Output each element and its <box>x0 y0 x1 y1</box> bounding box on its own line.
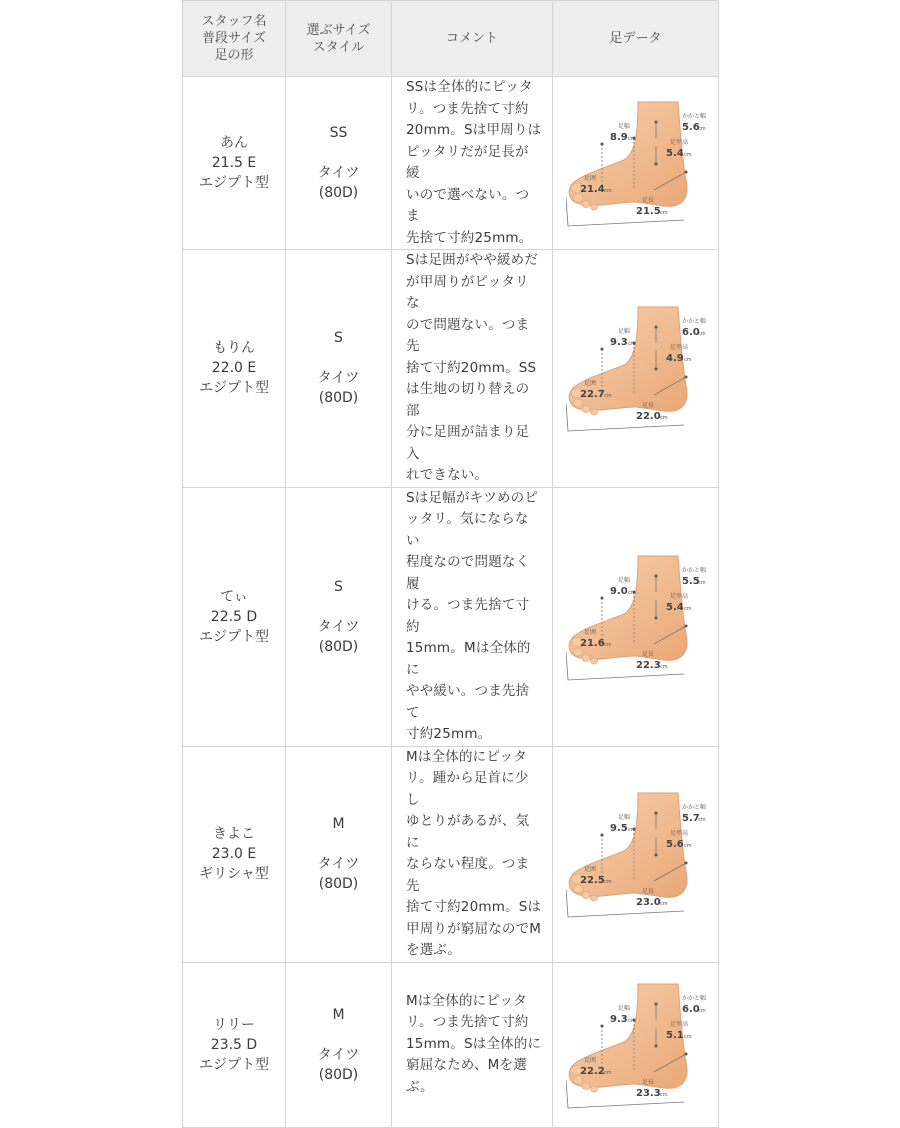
length-label: 足長 <box>641 1078 654 1086</box>
denier: (80D) <box>318 638 359 655</box>
foot-shape-type: エジプト型 <box>199 628 269 645</box>
heel-width-value: 5.7 <box>681 813 700 824</box>
width-unit: cm <box>627 341 636 348</box>
chosen-size: M <box>332 1006 345 1023</box>
girth-unit: cm <box>603 879 612 885</box>
heel-label: かかと幅 <box>681 318 706 326</box>
instep-value: 5.6 <box>665 839 684 850</box>
comment-line: ッタリ。気にならない <box>406 511 529 549</box>
size-style-cell <box>286 487 392 746</box>
heel-unit: cm <box>697 579 706 586</box>
girth-unit: cm <box>603 393 612 400</box>
girth-unit: cm <box>603 641 612 648</box>
length-label: 足長 <box>641 402 654 410</box>
comment-line: Sは足囲がやや緩めだ <box>406 252 539 268</box>
table-row <box>183 962 719 1127</box>
instep-unit: cm <box>683 1033 692 1040</box>
instep-label: 足甲高 <box>669 830 688 837</box>
heel-unit: cm <box>697 1007 706 1014</box>
comment-line: Sは足幅がキツめのピ <box>406 489 539 506</box>
foot-shape-type: ギリシャ型 <box>199 866 269 882</box>
heel-width-value: 5.5 <box>681 575 700 587</box>
table-row <box>183 250 719 488</box>
length-label: 足長 <box>641 650 654 658</box>
width-value: 9.5 <box>609 823 628 834</box>
denier: (80D) <box>318 390 359 407</box>
width-value: 9.3 <box>609 337 628 349</box>
comment-line: れできない。 <box>406 467 489 483</box>
instep-unit: cm <box>683 605 692 612</box>
girth-label: 足囲 <box>583 380 596 388</box>
comment-line: SSは全体的にピッタ <box>406 79 533 95</box>
comment-cell <box>392 962 553 1127</box>
foot-data-cell <box>553 962 719 1127</box>
foot-diagram <box>566 980 706 1110</box>
foot-diagram <box>566 98 706 228</box>
comment-line: いので選べない。つま <box>406 186 530 224</box>
size-style-cell <box>286 962 392 1127</box>
header-foot-data: 足データ <box>553 1 719 77</box>
instep-value: 5.1 <box>665 1029 684 1041</box>
width-unit: cm <box>627 827 636 833</box>
comment-line: 15mm。Sは全体的に <box>406 1035 542 1052</box>
usual-size: 23.5 D <box>210 1036 258 1053</box>
width-unit: cm <box>627 589 636 596</box>
instep-unit: cm <box>683 843 692 849</box>
foot-shape-type: エジプト型 <box>199 380 269 397</box>
girth-label: 足囲 <box>583 175 596 182</box>
denier: (80D) <box>318 876 359 892</box>
length-value: 22.0 <box>635 411 661 423</box>
length-unit: cm <box>659 415 668 422</box>
heel-label: かかと幅 <box>681 804 706 811</box>
comment-line: が甲周りがピッタリな <box>406 273 529 311</box>
length-unit: cm <box>659 901 668 907</box>
header-row <box>183 1 719 77</box>
staff-cell <box>183 746 286 962</box>
instep-unit: cm <box>683 357 692 364</box>
width-label: 足幅 <box>617 576 630 584</box>
table-row <box>183 746 719 962</box>
table-row <box>183 77 719 250</box>
heel-label: かかと幅 <box>681 113 706 120</box>
comment-line: 20mm。Sは甲周りは <box>406 122 542 138</box>
comment-cell <box>392 487 553 746</box>
comment-line: リ。つま先捨て寸約 <box>406 100 529 117</box>
comment-line: 甲周りが窮屈なのでM <box>406 920 542 937</box>
size-style-cell <box>286 250 392 488</box>
comment-line: ピッタリだが足長が緩 <box>406 143 529 181</box>
comment-line: 程度なので問題なく履 <box>406 554 530 592</box>
length-unit: cm <box>659 210 668 216</box>
length-value: 23.0 <box>635 897 661 908</box>
style-name: タイツ <box>317 618 360 635</box>
length-value: 23.3 <box>635 1087 661 1099</box>
style-name: タイツ <box>317 856 360 872</box>
width-label: 足幅 <box>617 1004 630 1012</box>
chosen-size: M <box>332 816 345 832</box>
comment-cell <box>392 250 553 488</box>
width-unit: cm <box>627 1017 636 1024</box>
length-label: 足長 <box>641 888 654 895</box>
comment-line: 捨て寸約20mm。SS <box>406 359 537 376</box>
width-label: 足幅 <box>617 814 630 821</box>
staff-name: てぃ <box>220 588 248 605</box>
heel-width-value: 6.0 <box>681 1003 700 1015</box>
girth-unit: cm <box>603 188 612 194</box>
girth-label: 足囲 <box>583 1056 596 1064</box>
girth-unit: cm <box>603 1069 612 1076</box>
comment-line: 窮屈なため、Mを選 <box>406 1057 527 1074</box>
denier: (80D) <box>318 1066 359 1083</box>
staff-cell <box>183 250 286 488</box>
foot-data-cell <box>553 77 719 250</box>
table-row <box>183 487 719 746</box>
size-style-cell <box>286 746 392 962</box>
instep-label: 足甲高 <box>669 139 688 146</box>
usual-size: 23.0 E <box>211 846 257 862</box>
comment-line: ゆとりがあるが、気に <box>406 813 530 851</box>
heel-unit: cm <box>697 126 706 132</box>
foot-data-cell <box>553 487 719 746</box>
comment-line: ので問題ない。つま先 <box>406 316 530 354</box>
comment-line: を選ぶ。 <box>406 942 462 958</box>
comment-line: 捨て寸約20mm。Sは <box>406 899 542 915</box>
usual-size: 22.5 D <box>210 608 258 625</box>
heel-label: かかと幅 <box>681 994 706 1002</box>
instep-label: 足甲高 <box>669 1020 688 1028</box>
staff-name: あん <box>220 135 248 151</box>
length-value: 22.3 <box>635 659 661 671</box>
instep-label: 足甲高 <box>669 592 688 600</box>
style-name: タイツ <box>317 370 360 387</box>
instep-label: 足甲高 <box>669 344 688 352</box>
instep-value: 5.4 <box>665 148 684 159</box>
width-value: 8.9 <box>609 132 628 143</box>
foot-data-cell <box>553 250 719 488</box>
staff-name: もりん <box>213 340 255 357</box>
girth-value: 21.4 <box>579 184 605 195</box>
comment-line: Mは全体的にピッタ <box>406 992 527 1009</box>
girth-value: 21.6 <box>579 637 605 649</box>
width-unit: cm <box>627 136 636 142</box>
width-value: 9.3 <box>609 1013 628 1025</box>
heel-width-value: 5.6 <box>681 122 700 133</box>
usual-size: 22.0 E <box>211 360 257 377</box>
size-style-cell <box>286 77 392 250</box>
comment-line: 先捨て寸約25mm。 <box>406 229 533 246</box>
heel-width-value: 6.0 <box>681 327 700 339</box>
comment-line: やや緩い。つま先捨て <box>406 683 530 721</box>
foot-diagram <box>566 552 706 682</box>
chosen-size: S <box>334 578 343 595</box>
instep-unit: cm <box>683 152 692 158</box>
heel-label: かかと幅 <box>681 566 706 574</box>
style-name: タイツ <box>317 1046 360 1063</box>
staff-name: きよこ <box>213 826 255 842</box>
width-value: 9.0 <box>609 585 628 597</box>
width-label: 足幅 <box>617 123 630 130</box>
heel-unit: cm <box>697 817 706 823</box>
comment-line: 分に足囲が詰まり足入 <box>406 424 530 462</box>
width-label: 足幅 <box>617 328 630 336</box>
header-staff: スタッフ名 普段サイズ 足の形 <box>183 1 286 77</box>
comment-line: ぶ。 <box>406 1078 434 1095</box>
comment-line: 寸約25mm。 <box>406 726 492 742</box>
header-size-style: 選ぶサイズ スタイル <box>286 1 392 77</box>
comment-cell <box>392 77 553 250</box>
girth-label: 足囲 <box>583 866 596 873</box>
style-name: タイツ <box>317 165 360 181</box>
length-unit: cm <box>659 1091 668 1098</box>
header-comment: コメント <box>392 1 553 77</box>
comment-line: リ。つま先捨て寸約 <box>406 1014 529 1031</box>
foot-shape-type: エジプト型 <box>199 175 269 191</box>
comment-line: ならない程度。つま先 <box>406 856 530 894</box>
comment-line: ける。つま先捨て寸約 <box>406 597 530 635</box>
usual-size: 21.5 E <box>211 155 257 171</box>
heel-unit: cm <box>697 331 706 338</box>
chosen-size: SS <box>329 125 348 141</box>
girth-value: 22.2 <box>579 1065 605 1077</box>
staff-name: リリー <box>213 1016 255 1033</box>
comment-line: リ。踵から足首に少し <box>406 770 529 808</box>
size-comparison-table <box>182 0 719 1128</box>
girth-value: 22.7 <box>579 389 605 401</box>
chosen-size: S <box>334 330 343 347</box>
staff-cell <box>183 487 286 746</box>
staff-cell <box>183 77 286 250</box>
foot-shape-type: エジプト型 <box>199 1056 269 1073</box>
staff-cell <box>183 962 286 1127</box>
girth-value: 22.5 <box>579 875 605 886</box>
comment-line: は生地の切り替えの部 <box>406 381 530 419</box>
girth-label: 足囲 <box>583 628 596 636</box>
length-label: 足長 <box>641 197 654 204</box>
comment-cell <box>392 746 553 962</box>
denier: (80D) <box>318 185 359 201</box>
comment-line: Mは全体的にピッタ <box>406 748 527 765</box>
length-unit: cm <box>659 663 668 670</box>
length-value: 21.5 <box>635 206 661 217</box>
foot-data-cell <box>553 746 719 962</box>
comment-line: 15mm。Mは全体的に <box>406 640 531 678</box>
instep-value: 4.9 <box>665 353 684 365</box>
instep-value: 5.4 <box>665 601 684 613</box>
foot-diagram <box>566 303 706 433</box>
